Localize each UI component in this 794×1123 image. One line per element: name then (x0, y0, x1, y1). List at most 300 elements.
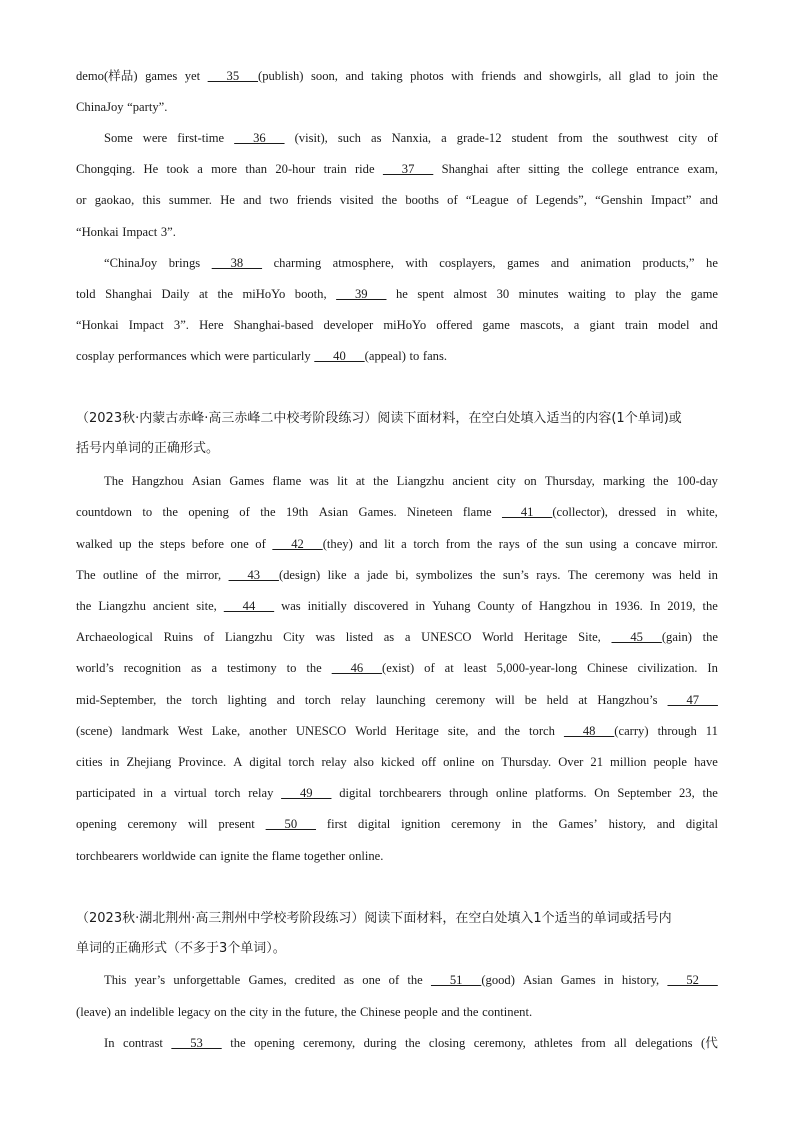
word: “Honkai (76, 318, 119, 332)
word: relay (248, 786, 274, 800)
word: Hangzhou (539, 599, 591, 613)
text-line (76, 501, 718, 523)
word: in (415, 599, 426, 613)
word: college (591, 162, 629, 176)
word: to (142, 505, 153, 519)
word: minutes (518, 287, 559, 301)
section-heading: 括号内单词的正确形式。 (76, 441, 220, 456)
word: an (114, 1005, 127, 1019)
word: to (409, 349, 420, 363)
word: southwest (617, 131, 669, 145)
word: torch (304, 693, 331, 707)
word: Games (560, 973, 596, 987)
word: Archaeological (76, 630, 153, 644)
word: 23, (679, 786, 695, 800)
word: of (145, 568, 156, 582)
word: ChinaJoy (76, 100, 124, 114)
word: before (191, 537, 224, 551)
word: Games. (358, 505, 397, 519)
answer-blank: 47 (667, 693, 718, 707)
word: “League (465, 193, 509, 207)
section-heading: （2023秋·内蒙古赤峰·高三赤峰二中校考阶段练习）阅读下面材料，在空白处填入适当的内容(1个单词)或 (76, 411, 682, 426)
word: the (76, 599, 92, 613)
text-line (76, 845, 718, 867)
word: Heritage (524, 630, 568, 644)
word: 21 (590, 755, 603, 769)
word: virtual (174, 786, 207, 800)
word: the (543, 537, 559, 551)
word: taking (371, 69, 403, 83)
word: The (104, 474, 124, 488)
word: on (481, 755, 495, 769)
word: the (702, 599, 718, 613)
word: (scene) (76, 724, 113, 738)
word: (代 (701, 1036, 718, 1050)
word: opening (188, 505, 229, 519)
word: grade-12 (456, 131, 502, 145)
word: “Genshin (595, 193, 643, 207)
word: people (404, 1005, 438, 1019)
word: World (355, 724, 387, 738)
word: brings (168, 256, 201, 270)
word: closing (428, 1036, 466, 1050)
text-line (76, 657, 718, 679)
word: game (482, 318, 510, 332)
word: 3”. (173, 318, 189, 332)
text-line (104, 127, 718, 149)
word: In (649, 599, 661, 613)
text-line (76, 813, 718, 835)
word: September (617, 786, 672, 800)
word: credited (294, 973, 336, 987)
text-line (76, 189, 718, 211)
word: friends (296, 193, 332, 207)
word: The (567, 568, 588, 582)
word: flame (271, 849, 301, 863)
word: unforgettable (173, 973, 241, 987)
word: online (495, 786, 528, 800)
word: the (702, 69, 718, 83)
word: will (187, 817, 208, 831)
word: people (653, 755, 688, 769)
word: showgirls, (549, 69, 602, 83)
answer-blank: 35 (207, 69, 259, 83)
word: waiting (568, 287, 606, 301)
word: another (249, 724, 287, 738)
word: in (708, 568, 718, 582)
word: launching (375, 693, 426, 707)
word: torchbearers (379, 786, 442, 800)
word: city (678, 131, 698, 145)
text-line (76, 720, 718, 742)
word: mascots, (519, 318, 564, 332)
word: ignite (220, 849, 250, 863)
word: mirror. (683, 537, 718, 551)
answer-blank-word (281, 782, 331, 804)
word: rays. (536, 568, 561, 582)
text-line (76, 314, 718, 336)
word: lit (337, 474, 348, 488)
word: photos (410, 69, 444, 83)
word: all (614, 1036, 627, 1050)
answer-blank-word (234, 127, 284, 149)
word: recognition (123, 661, 182, 675)
word: West (177, 724, 203, 738)
word: indelible (130, 1005, 175, 1019)
word: to (286, 661, 297, 675)
word: He (143, 162, 159, 176)
word: a (354, 568, 360, 582)
answer-blank-word (224, 595, 274, 617)
word: soon, (311, 69, 338, 83)
word: Nanxia, (391, 131, 432, 145)
word: first-time (177, 131, 225, 145)
answer-blank-word (668, 689, 718, 711)
word: Thursday. (501, 755, 552, 769)
word: “Honkai (76, 225, 119, 239)
word: were (142, 131, 168, 145)
word: the (476, 537, 493, 551)
word: flame (272, 474, 302, 488)
word: civilization. (637, 661, 698, 675)
word: which (190, 349, 221, 363)
word: cosplayers, (439, 256, 496, 270)
word: Legends”, (535, 193, 587, 207)
word: a (401, 537, 407, 551)
word: a (441, 131, 447, 145)
text-line (76, 782, 718, 804)
word: game (690, 287, 718, 301)
word: relay (321, 755, 347, 769)
word: he (706, 256, 718, 270)
word: marking (602, 474, 645, 488)
word: a (197, 162, 203, 176)
word: County (477, 599, 515, 613)
word: Lake, (211, 724, 241, 738)
word: Some (104, 131, 133, 145)
word: This (104, 973, 127, 987)
word: and (699, 193, 718, 207)
word: 100-day (676, 474, 718, 488)
word: worldwide (141, 849, 196, 863)
word: in (143, 786, 153, 800)
word: model (658, 318, 690, 332)
word: after (496, 162, 520, 176)
word: as (371, 131, 382, 145)
word: were (224, 349, 250, 363)
word: ignition (401, 817, 441, 831)
answer-blank-word (266, 813, 316, 835)
word: and (243, 193, 262, 207)
word: exam, (687, 162, 718, 176)
word: the (166, 693, 182, 707)
word: at (578, 693, 588, 707)
word: from (445, 537, 471, 551)
word: contrast (122, 1036, 163, 1050)
word: Over (558, 755, 584, 769)
word: animation (580, 256, 631, 270)
word: offered (436, 318, 473, 332)
answer-blank-word: 51 (good) (431, 969, 515, 991)
word: train (624, 318, 648, 332)
word: Ruins (163, 630, 193, 644)
word: miHoYo (242, 287, 286, 301)
word: site, (196, 599, 217, 613)
word: 20-hour (275, 162, 316, 176)
word: a (623, 537, 629, 551)
word: UNESCO (421, 630, 472, 644)
word: through (449, 786, 489, 800)
word: cosplay (76, 349, 115, 363)
word: and (523, 69, 542, 83)
answer-blank: 44 (223, 599, 275, 613)
word: concave (635, 537, 677, 551)
text-line (76, 1001, 718, 1023)
word: City (283, 630, 305, 644)
word: two (269, 193, 289, 207)
word: with (451, 69, 474, 83)
word: Here (199, 318, 224, 332)
word: almost (453, 287, 488, 301)
word: opening (254, 1036, 295, 1050)
word: Asian (523, 973, 553, 987)
word: giant (589, 318, 615, 332)
word: also (353, 755, 374, 769)
word: ceremony (435, 693, 486, 707)
word: in (603, 973, 614, 987)
word: initially (307, 599, 347, 613)
word: join (675, 69, 696, 83)
word: was (309, 474, 329, 488)
word: the (532, 817, 548, 831)
word: up (118, 537, 132, 551)
word: In (104, 1036, 115, 1050)
word: of (239, 505, 250, 519)
word: steps (160, 537, 186, 551)
word: be (524, 693, 537, 707)
word: on (524, 474, 537, 488)
answer-blank: 36 (234, 131, 285, 145)
word: Zhejiang (126, 755, 172, 769)
word: and (699, 318, 718, 332)
word: fans. (422, 349, 448, 363)
word: a (160, 786, 167, 800)
word: mid-September, (76, 693, 157, 707)
word: of (516, 193, 528, 207)
answer-blank-word: 45 (gain) (611, 626, 691, 648)
word: the (138, 537, 154, 551)
word: white, (686, 505, 718, 519)
word: torch (191, 693, 218, 707)
word: Games’ (558, 817, 598, 831)
word: of (255, 537, 266, 551)
word: ceremony (127, 817, 178, 831)
word: landmark (121, 724, 169, 738)
word: at (444, 661, 454, 675)
word: a (211, 661, 218, 675)
word: discovered (353, 599, 409, 613)
answer-blank: 52 (667, 973, 718, 987)
word: as (383, 630, 395, 644)
text-line (104, 470, 718, 492)
word: entrance (636, 162, 680, 176)
word: jade (367, 568, 389, 582)
word: friends (481, 69, 517, 83)
word: the (381, 193, 398, 207)
word: rays (498, 537, 520, 551)
text-line (76, 158, 718, 180)
word: booth, (294, 287, 327, 301)
answer-blank-word: 42 (they) (272, 533, 352, 555)
word: Liangzhu (224, 630, 273, 644)
word: summer. (168, 193, 212, 207)
word: Daily (161, 287, 190, 301)
word: in (109, 755, 120, 769)
word: 1936. (614, 599, 643, 613)
word: in (597, 599, 608, 613)
word: such (337, 131, 361, 145)
answer-blank: 50 (265, 817, 317, 831)
word: city (249, 1005, 269, 1019)
word: held (546, 693, 569, 707)
answer-blank: 46 (331, 661, 383, 675)
word: lit (384, 537, 395, 551)
word: to (658, 69, 668, 83)
word: Chinese (587, 661, 628, 675)
word: year’s (134, 973, 166, 987)
word: outline (103, 568, 139, 582)
answer-blank-word: 43 (design) (229, 564, 321, 586)
word: a (404, 630, 411, 644)
word: ancient (452, 474, 489, 488)
word: Heritage (395, 724, 439, 738)
word: ceremony (594, 568, 645, 582)
word: torchbearers (76, 849, 139, 863)
word: and (656, 817, 675, 831)
word: and (477, 724, 496, 738)
word: “ChinaJoy (104, 256, 158, 270)
answer-blank-word (667, 969, 717, 991)
word: world’s (76, 661, 114, 675)
word: developer (323, 318, 374, 332)
word: Impact (128, 318, 164, 332)
word: than (245, 162, 268, 176)
word: yet (184, 69, 201, 83)
word: mirror, (186, 568, 222, 582)
word: products,” (642, 256, 695, 270)
word: performances (118, 349, 187, 363)
word: and (359, 537, 378, 551)
word: of (388, 973, 400, 987)
word: the (285, 1005, 301, 1019)
word: legacy (177, 1005, 211, 1019)
answer-blank-word: 35 (publish) (208, 65, 304, 87)
word: student (511, 131, 548, 145)
word: in (271, 1005, 282, 1019)
word: the (504, 724, 521, 738)
answer-blank-word (212, 252, 262, 274)
answer-blank: 42 (272, 537, 323, 551)
word: the (592, 131, 608, 145)
word: Impact” (650, 193, 692, 207)
text-line (104, 969, 718, 991)
word: In (707, 661, 718, 675)
answer-blank: 49 (281, 786, 332, 800)
word: present (218, 817, 255, 831)
word: testimony (226, 661, 277, 675)
word: the (252, 849, 269, 863)
word: the (341, 1005, 357, 1019)
word: sitting (528, 162, 560, 176)
word: of (424, 661, 435, 675)
word: the (653, 474, 669, 488)
text-line (76, 595, 718, 617)
word: booths (405, 193, 439, 207)
word: with (405, 256, 428, 270)
text-line (104, 1032, 718, 1054)
word: of (526, 537, 537, 551)
text-line (76, 283, 718, 305)
text-line (76, 221, 718, 243)
word: all (608, 69, 622, 83)
word: particularly (252, 349, 311, 363)
word: digital (249, 755, 282, 769)
answer-blank: 38 (211, 256, 263, 270)
text-line (76, 345, 718, 367)
word: Impact (122, 225, 158, 239)
word: the (373, 474, 389, 488)
word: 19th (285, 505, 309, 519)
word: he (395, 287, 408, 301)
word: 30 (496, 287, 510, 301)
word: online. (348, 849, 384, 863)
answer-blank: 45 (611, 630, 662, 644)
word: one (362, 973, 381, 987)
word: torch (529, 724, 555, 738)
word: future, (304, 1005, 338, 1019)
word: through (657, 724, 697, 738)
word: Liangzhu (396, 474, 445, 488)
word: digital (685, 817, 718, 831)
word: like (327, 568, 347, 582)
text-line (76, 96, 718, 118)
word: countdown (76, 505, 132, 519)
word: digital (339, 786, 372, 800)
text-line (76, 533, 718, 555)
word: in (511, 817, 522, 831)
word: of (447, 193, 458, 207)
answer-blank-word (383, 158, 433, 180)
word: Site, (578, 630, 601, 644)
word: the (230, 1005, 246, 1019)
word: of (521, 599, 533, 613)
word: and (276, 693, 295, 707)
word: the (568, 162, 584, 176)
word: Games, (248, 973, 287, 987)
word: online (443, 755, 475, 769)
word: “party”. (127, 100, 168, 114)
word: of (707, 131, 718, 145)
answer-blank: 43 (228, 568, 279, 582)
word: or (76, 193, 87, 207)
word: participated (76, 786, 136, 800)
word: dressed (618, 505, 657, 519)
word: was (315, 630, 336, 644)
word: UNESCO (295, 724, 347, 738)
word: on (214, 1005, 227, 1019)
answer-blank: 51 (430, 973, 482, 987)
text-line (76, 751, 718, 773)
